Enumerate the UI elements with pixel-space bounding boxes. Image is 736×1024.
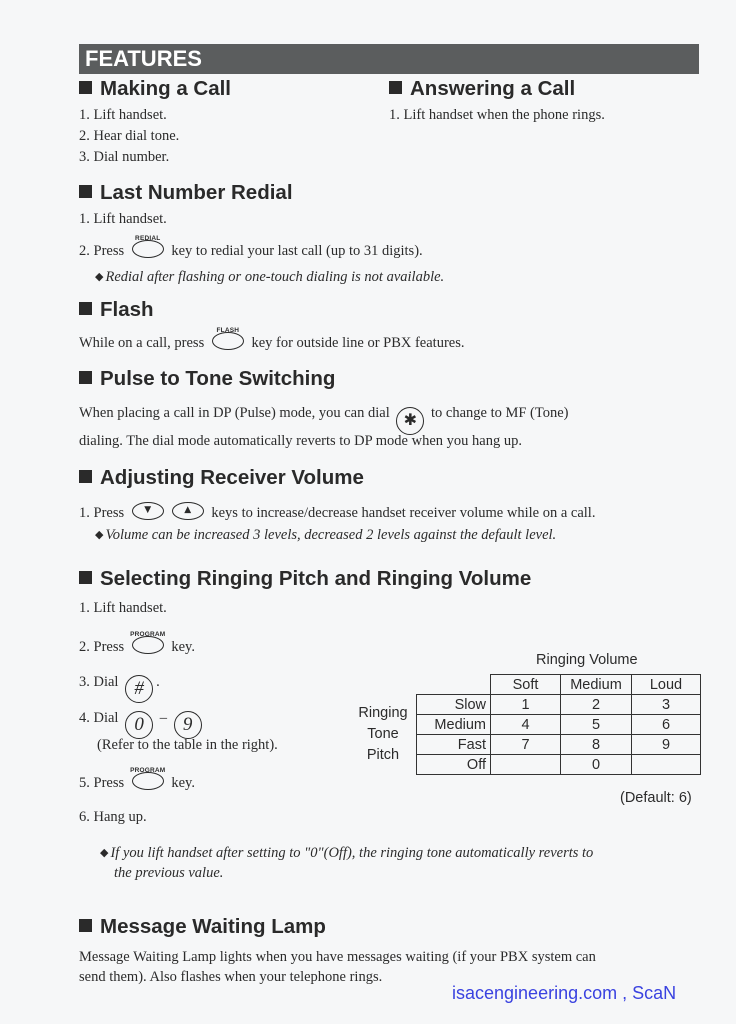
mwl-line-2: send them). Also flashes when your telephone rings. [79,969,383,985]
bullet-square-icon [79,81,92,94]
ringing-note-line-2: the previous value. [114,865,224,881]
diamond-bullet-icon: ◆ [95,271,104,283]
ringing-step-4-sub: (Refer to the table in the right). [97,737,278,753]
table-cell: 5 [561,715,632,735]
volume-step-1: 1. Press ▼ ▲ keys to increase/decrease handset receiver volume while on a call. [79,502,595,522]
ringing-step-6: 6. Hang up. [79,809,147,825]
volume-up-key-icon: ▲ [172,502,204,520]
pulse-line-2: dialing. The dial mode automatically reverts to DP mode when you hang up. [79,433,522,449]
zero-key-icon: 0 [125,711,153,739]
default-note: (Default: 6) [620,790,692,806]
table-cell: 2 [561,695,632,715]
table-row [417,735,701,755]
bullet-square-icon [79,302,92,315]
answering-call-step-1: 1. Lift handset when the phone rings. [389,107,605,123]
ringing-heading: Selecting Ringing Pitch and Ringing Volume [79,567,531,591]
ringing-step-2: 2. Press PROGRAM key. [79,631,195,655]
star-key-icon: ✱ [396,407,424,435]
making-call-step-3: 3. Dial number. [79,149,170,165]
table-cell: 4 [491,715,561,735]
table-cell: 9 [632,735,701,755]
redial-note: ◆ Redial after flashing or one-touch dialing is not available. [95,269,445,285]
ringing-step-4: 4. Dial 0 – 9 [79,709,205,739]
diamond-bullet-icon: ◆ [100,847,109,859]
program-key-icon: PROGRAM [132,772,164,790]
redial-step-1: 1. Lift handset. [79,211,167,227]
pulse-heading: Pulse to Tone Switching [79,367,335,391]
flash-text: While on a call, press FLASH key for outside line or PBX features. [79,327,465,351]
table-cell: 3 [632,695,701,715]
redial-step-2: 2. Press REDIAL key to redial your last call (up to 31 digits). [79,235,423,259]
nine-key-icon: 9 [174,711,202,739]
table-cell [491,755,561,775]
table-cell: 0 [561,755,632,775]
ringing-step-3: 3. Dial # . [79,673,160,703]
flash-key-icon: FLASH [212,332,244,350]
table-row [417,715,701,735]
ringing-note-line-1: ◆ If you lift handset after setting to "0"(Off), the ringing tone automatically reverts to [100,845,594,861]
pulse-line-1: When placing a call in DP (Pulse) mode, you can dial ✱ to change to MF (Tone) [79,404,569,435]
making-call-step-1: 1. Lift handset. [79,107,167,123]
mwl-heading: Message Waiting Lamp [79,915,326,939]
table-cell: 6 [632,715,701,735]
column-header: Soft [491,675,561,695]
redial-key-icon: REDIAL [132,240,164,258]
row-label: Medium [417,715,491,735]
column-header: Medium [561,675,632,695]
volume-heading: Adjusting Receiver Volume [79,466,364,490]
row-label: Slow [417,695,491,715]
ringing-step-1: 1. Lift handset. [79,600,167,616]
making-call-heading: Making a Call [79,77,231,101]
program-key-icon: PROGRAM [132,636,164,654]
table-cell: 1 [491,695,561,715]
mwl-line-1: Message Waiting Lamp lights when you have messages waiting (if your PBX system can [79,949,596,965]
bullet-square-icon [79,185,92,198]
redial-heading: Last Number Redial [79,181,293,205]
hash-key-icon: # [125,675,153,703]
ringing-step-5: 5. Press PROGRAM key. [79,767,195,791]
row-label: Off [417,755,491,775]
answering-call-heading: Answering a Call [389,77,575,101]
bullet-square-icon [79,470,92,483]
table-header-row [417,675,701,695]
bullet-square-icon [79,571,92,584]
bullet-square-icon [79,371,92,384]
table-cell [632,755,701,775]
ringing-pitch-heading: Ringing Tone Pitch [358,705,408,763]
bullet-square-icon [389,81,402,94]
table-cell: 7 [491,735,561,755]
table-cell: 8 [561,735,632,755]
table-row [417,695,701,715]
volume-note: ◆ Volume can be increased 3 levels, decreased 2 levels against the default level. [95,527,557,543]
making-call-step-2: 2. Hear dial tone. [79,128,180,144]
features-banner: FEATURES [79,44,699,74]
volume-down-key-icon: ▼ [132,502,164,520]
watermark: isacengineering.com , ScaN [452,983,677,1003]
flash-heading: Flash [79,298,154,322]
table-row [417,755,701,775]
bullet-square-icon [79,919,92,932]
ringing-volume-heading: Ringing Volume [536,652,638,668]
diamond-bullet-icon: ◆ [95,529,104,541]
ringing-table [416,674,701,775]
column-header: Loud [632,675,701,695]
row-label: Fast [417,735,491,755]
